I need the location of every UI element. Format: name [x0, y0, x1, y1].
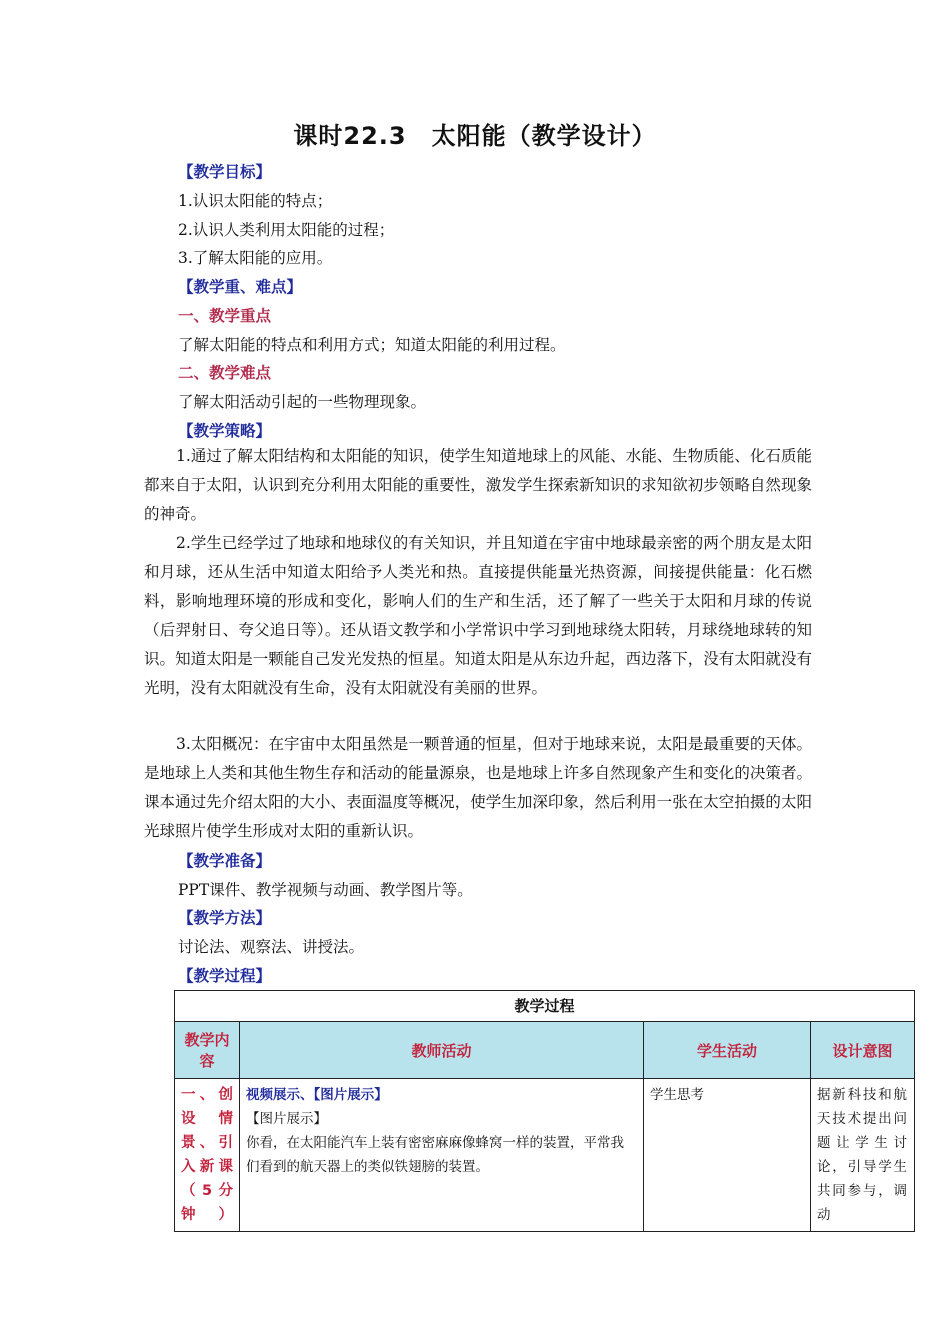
method-header: 【教学方法】 [178, 909, 272, 927]
strategy-header: 【教学策略】 [178, 422, 272, 440]
table-caption: 教学过程 [175, 991, 915, 1022]
row-teacher-cell [240, 1079, 644, 1232]
difficult-point-label: 二、教学难点 [178, 364, 272, 382]
difficult-point-text: 了解太阳活动引起的一些物理现象。 [178, 393, 427, 411]
prep-text: PPT课件、教学视频与动画、教学图片等。 [178, 881, 473, 899]
column-header-intent: 设计意图 [811, 1022, 915, 1079]
process-header: 【教学过程】 [178, 967, 272, 985]
keypoints-header: 【教学重、难点】 [178, 278, 303, 296]
column-header-student: 学生活动 [644, 1022, 811, 1079]
column-header-content: 教学内容 [175, 1022, 240, 1079]
goal-item-2: 2.认识人类利用太阳能的过程； [178, 221, 395, 239]
teacher-activity-label: 视频展示、【图片展示】 [246, 1087, 388, 1103]
row-student-cell: 学生思考 [644, 1079, 811, 1232]
teacher-activity-sublabel: 【图片展示】 [246, 1111, 327, 1127]
teacher-activity-text: 你看，在太阳能汽车上装有密密麻麻像蜂窝一样的装置，平常我们看到的航天器上的类似铁翅膀的装置。 [246, 1135, 624, 1175]
process-table [174, 990, 915, 1232]
strategy-paragraph-2: 2.学生已经学过了地球和地球仪的有关知识，并且知道在宇宙中地球最亲密的两个朋友是太阳和月球，还从生活中知道太阳给予人类光和热。直接提供能量光热资源，间接提供能量：化石燃料，影响地理环境的形成和变化，影响人们的生产和生活，还了解了一些关于太阳和月球的传说（后羿射日、夸父追日等）。还从语文教学和小学常识中学习到地球绕太阳转，月球绕地球转的知识。知道太阳是一颗能自己发光发热的恒星。知道太阳是从东边升起，西边落下，没有太阳就没有光明，没有太阳就没有生命，没有太阳就没有美丽的世界。 [144, 534, 812, 697]
table-row [175, 1079, 915, 1232]
goal-item-3: 3.了解太阳能的应用。 [178, 249, 333, 267]
page-title: 课时22.3 太阳能（教学设计） [293, 122, 657, 150]
row-content-cell: 一、创设情景、引入新课（5分钟） [175, 1079, 240, 1232]
method-text: 讨论法、观察法、讲授法。 [178, 938, 365, 956]
row-intent-cell: 据新科技和航天技术提出问题让学生讨论，引导学生共同参与，调动 [811, 1079, 915, 1232]
strategy-paragraph-3: 3.太阳概况：在宇宙中太阳虽然是一颗普通的恒星，但对于地球来说，太阳是最重要的天体。是地球上人类和其他生物生存和活动的能量源泉，也是地球上许多自然现象产生和变化的决策者。课本通过先介绍太阳的大小、表面温度等概况，使学生加深印象，然后利用一张在太空拍摄的太阳光球照片使学生形成对太阳的重新认识。 [144, 735, 812, 840]
goals-header: 【教学目标】 [178, 163, 272, 181]
goal-item-1: 1.认识太阳能的特点； [178, 192, 333, 210]
key-point-label: 一、教学重点 [178, 307, 272, 325]
column-header-teacher: 教师活动 [240, 1022, 644, 1079]
prep-header: 【教学准备】 [178, 852, 272, 870]
key-point-text: 了解太阳能的特点和利用方式；知道太阳能的利用过程。 [178, 336, 566, 354]
strategy-paragraph-1: 1.通过了解太阳结构和太阳能的知识，使学生知道地球上的风能、水能、生物质能、化石质能都来自于太阳，认识到充分利用太阳能的重要性，激发学生探索新知识的求知欲初步领略自然现象的神奇。 [144, 447, 812, 523]
